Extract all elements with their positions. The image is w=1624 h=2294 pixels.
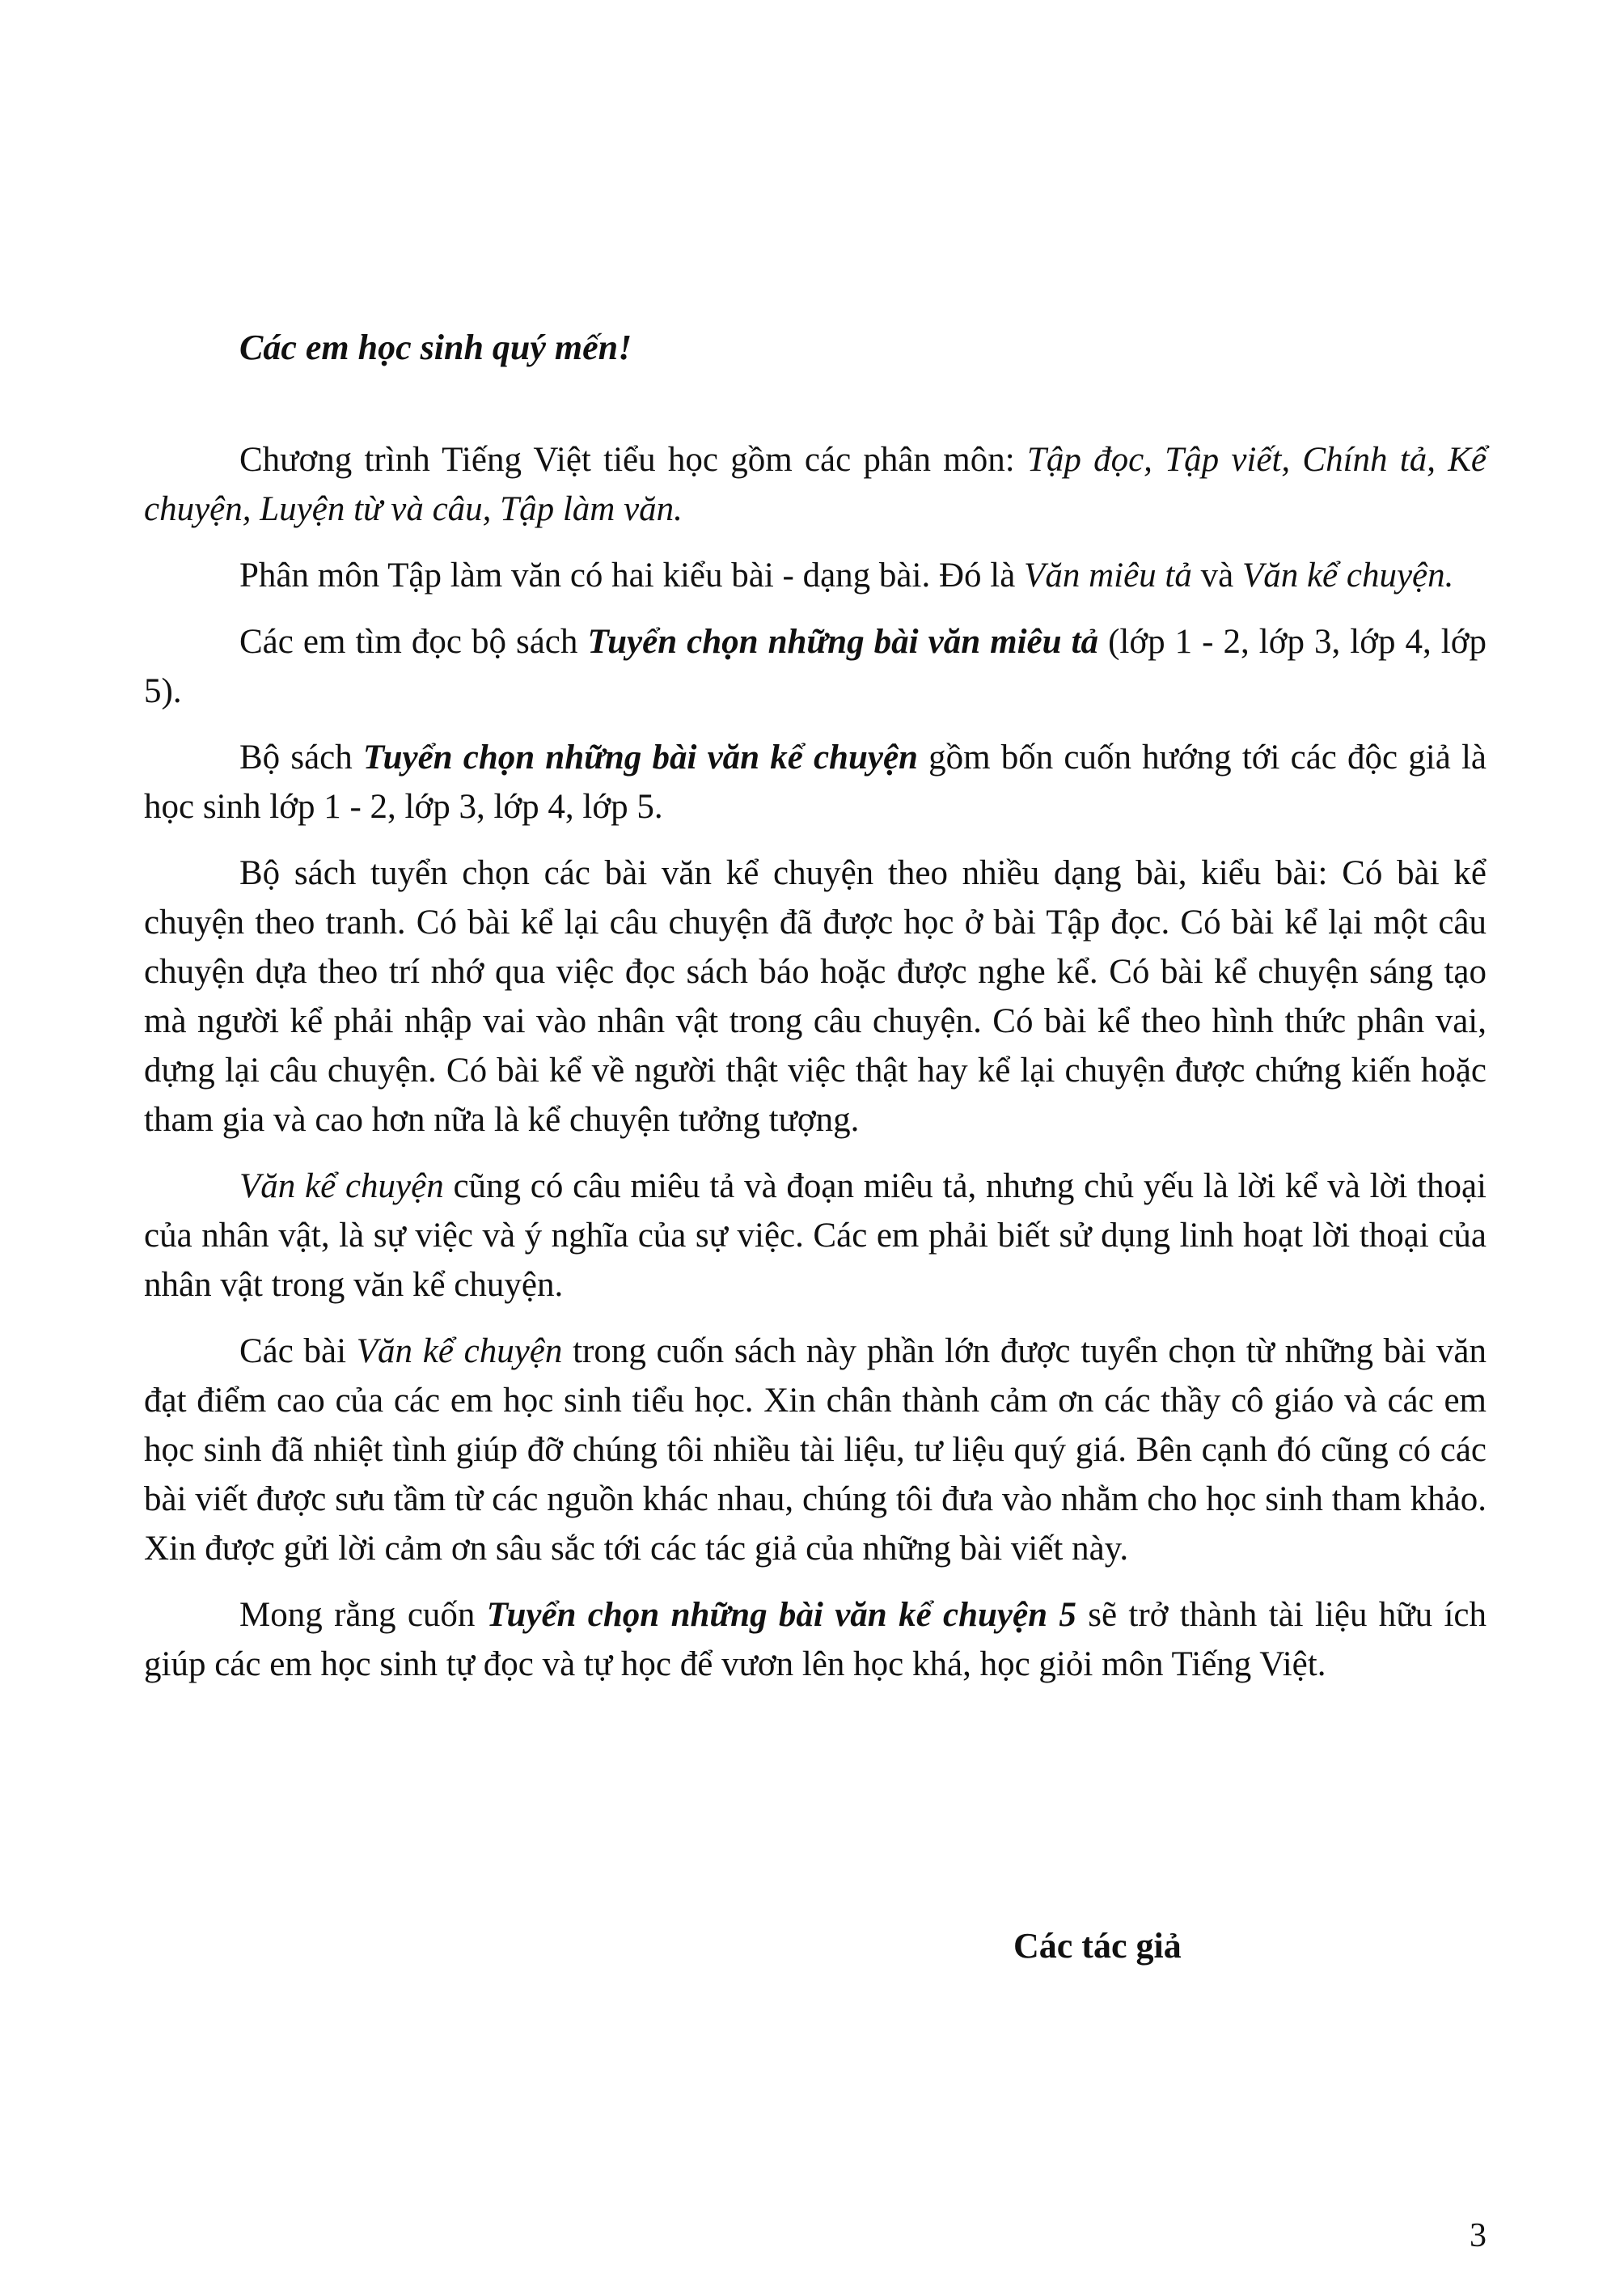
paragraph-text: và [1191, 557, 1242, 595]
paragraph-descriptive-series [144, 617, 1487, 716]
paragraph-text: Phân môn Tập làm văn có hai kiểu bài - dạng bài. Đó là [239, 557, 1025, 595]
term-narrative: Văn kể chuyện [239, 1167, 444, 1205]
page-number: 3 [1470, 2217, 1487, 2254]
paragraph-text: (lớp 1 - 2, lớp 3, lớp 4, lớp 5). [144, 623, 1487, 710]
paragraph-text: Bộ sách [239, 739, 363, 777]
paragraph-text: Các em tìm đọc bộ sách [239, 623, 588, 661]
paragraph-essay-types [144, 551, 1487, 600]
subject-list: Tập đọc, Tập viết, Chính tả, Kể chuyện, Luyện từ và câu, Tập làm văn. [144, 441, 1487, 528]
term-narrative: Văn kể chuyện [356, 1332, 563, 1370]
paragraph-closing-wish [144, 1590, 1487, 1689]
book-title-grade5: Tuyển chọn những bài văn kể chuyện 5 [486, 1596, 1076, 1634]
paragraph-acknowledgement [144, 1327, 1487, 1573]
essay-type-narrative: Văn kể chuyện. [1241, 557, 1454, 595]
preface-body [144, 435, 1487, 1706]
essay-type-descriptive: Văn miêu tả [1024, 557, 1192, 595]
book-title-narrative: Tuyển chọn những bài văn kể chuyện [362, 739, 918, 777]
paragraph-text: Các bài [239, 1332, 357, 1370]
authors-signature: Các tác giả [1013, 1926, 1182, 1966]
paragraph-narrative-series [144, 733, 1487, 832]
paragraph-selection-types: Bộ sách tuyển chọn các bài văn kể chuyện theo nhiều dạng bài, kiểu bài: Có bài kể chuyện theo tranh. Có bài kể lại câu chuyện đã được học ở bài Tập đọc. Có bài kể lại một câu chuyện dựa theo trí nhớ qua việc đọc sách báo hoặc được nghe kể. Có bài kể chuyện sáng tạo mà người kể phải nhập vai vào nhân vật trong câu chuyện. Có bài kể theo hình thức phân vai, dựng lại câu chuyện. Có bài kể về người thật việc thật hay kể lại chuyện được chứng kiến hoặc tham gia và cao hơn nữa là kể chuyện tưởng tượng. [144, 854, 1487, 1139]
document-page [144, 0, 1487, 2294]
paragraph-text: cũng có câu miêu tả và đoạn miêu tả, nhưng chủ yếu là lời kể và lời thoại của nhân vật, là sự việc và ý nghĩa của sự việc. Các em phải biết sử dụng linh hoạt lời thoại của nhân vật trong văn kể chuyện. [144, 1167, 1487, 1304]
paragraph-text: Mong rằng cuốn [239, 1596, 487, 1634]
greeting-heading: Các em học sinh quý mến! [239, 328, 632, 367]
book-title-descriptive: Tuyển chọn những bài văn miêu tả [587, 623, 1099, 661]
paragraph-text: gồm bốn cuốn hướng tới các độc giả là học sinh lớp 1 - 2, lớp 3, lớp 4, lớp 5. [144, 739, 1487, 826]
paragraph-text: Chương trình Tiếng Việt tiểu học gồm các phân môn: [239, 441, 1027, 479]
paragraph-curriculum [144, 435, 1487, 534]
paragraph-text: sẽ trở thành tài liệu hữu ích giúp các em học sinh tự đọc và tự học để vươn lên học khá, học giỏi môn Tiếng Việt. [144, 1596, 1487, 1683]
paragraph-text: trong cuốn sách này phần lớn được tuyển chọn từ những bài văn đạt điểm cao của các em học sinh tiểu học. Xin chân thành cảm ơn các thầy cô giáo và các em học sinh đã nhiệt tình giúp đỡ chúng tôi nhiều tài liệu, tư liệu quý giá. Bên cạnh đó cũng có các bài viết được sưu tầm từ các nguồn khác nhau, chúng tôi đưa vào nhằm cho học sinh tham khảo. Xin được gửi lời cảm ơn sâu sắc tới các tác giả của những bài viết này. [144, 1332, 1487, 1568]
paragraph-narrative-features [144, 1162, 1487, 1310]
